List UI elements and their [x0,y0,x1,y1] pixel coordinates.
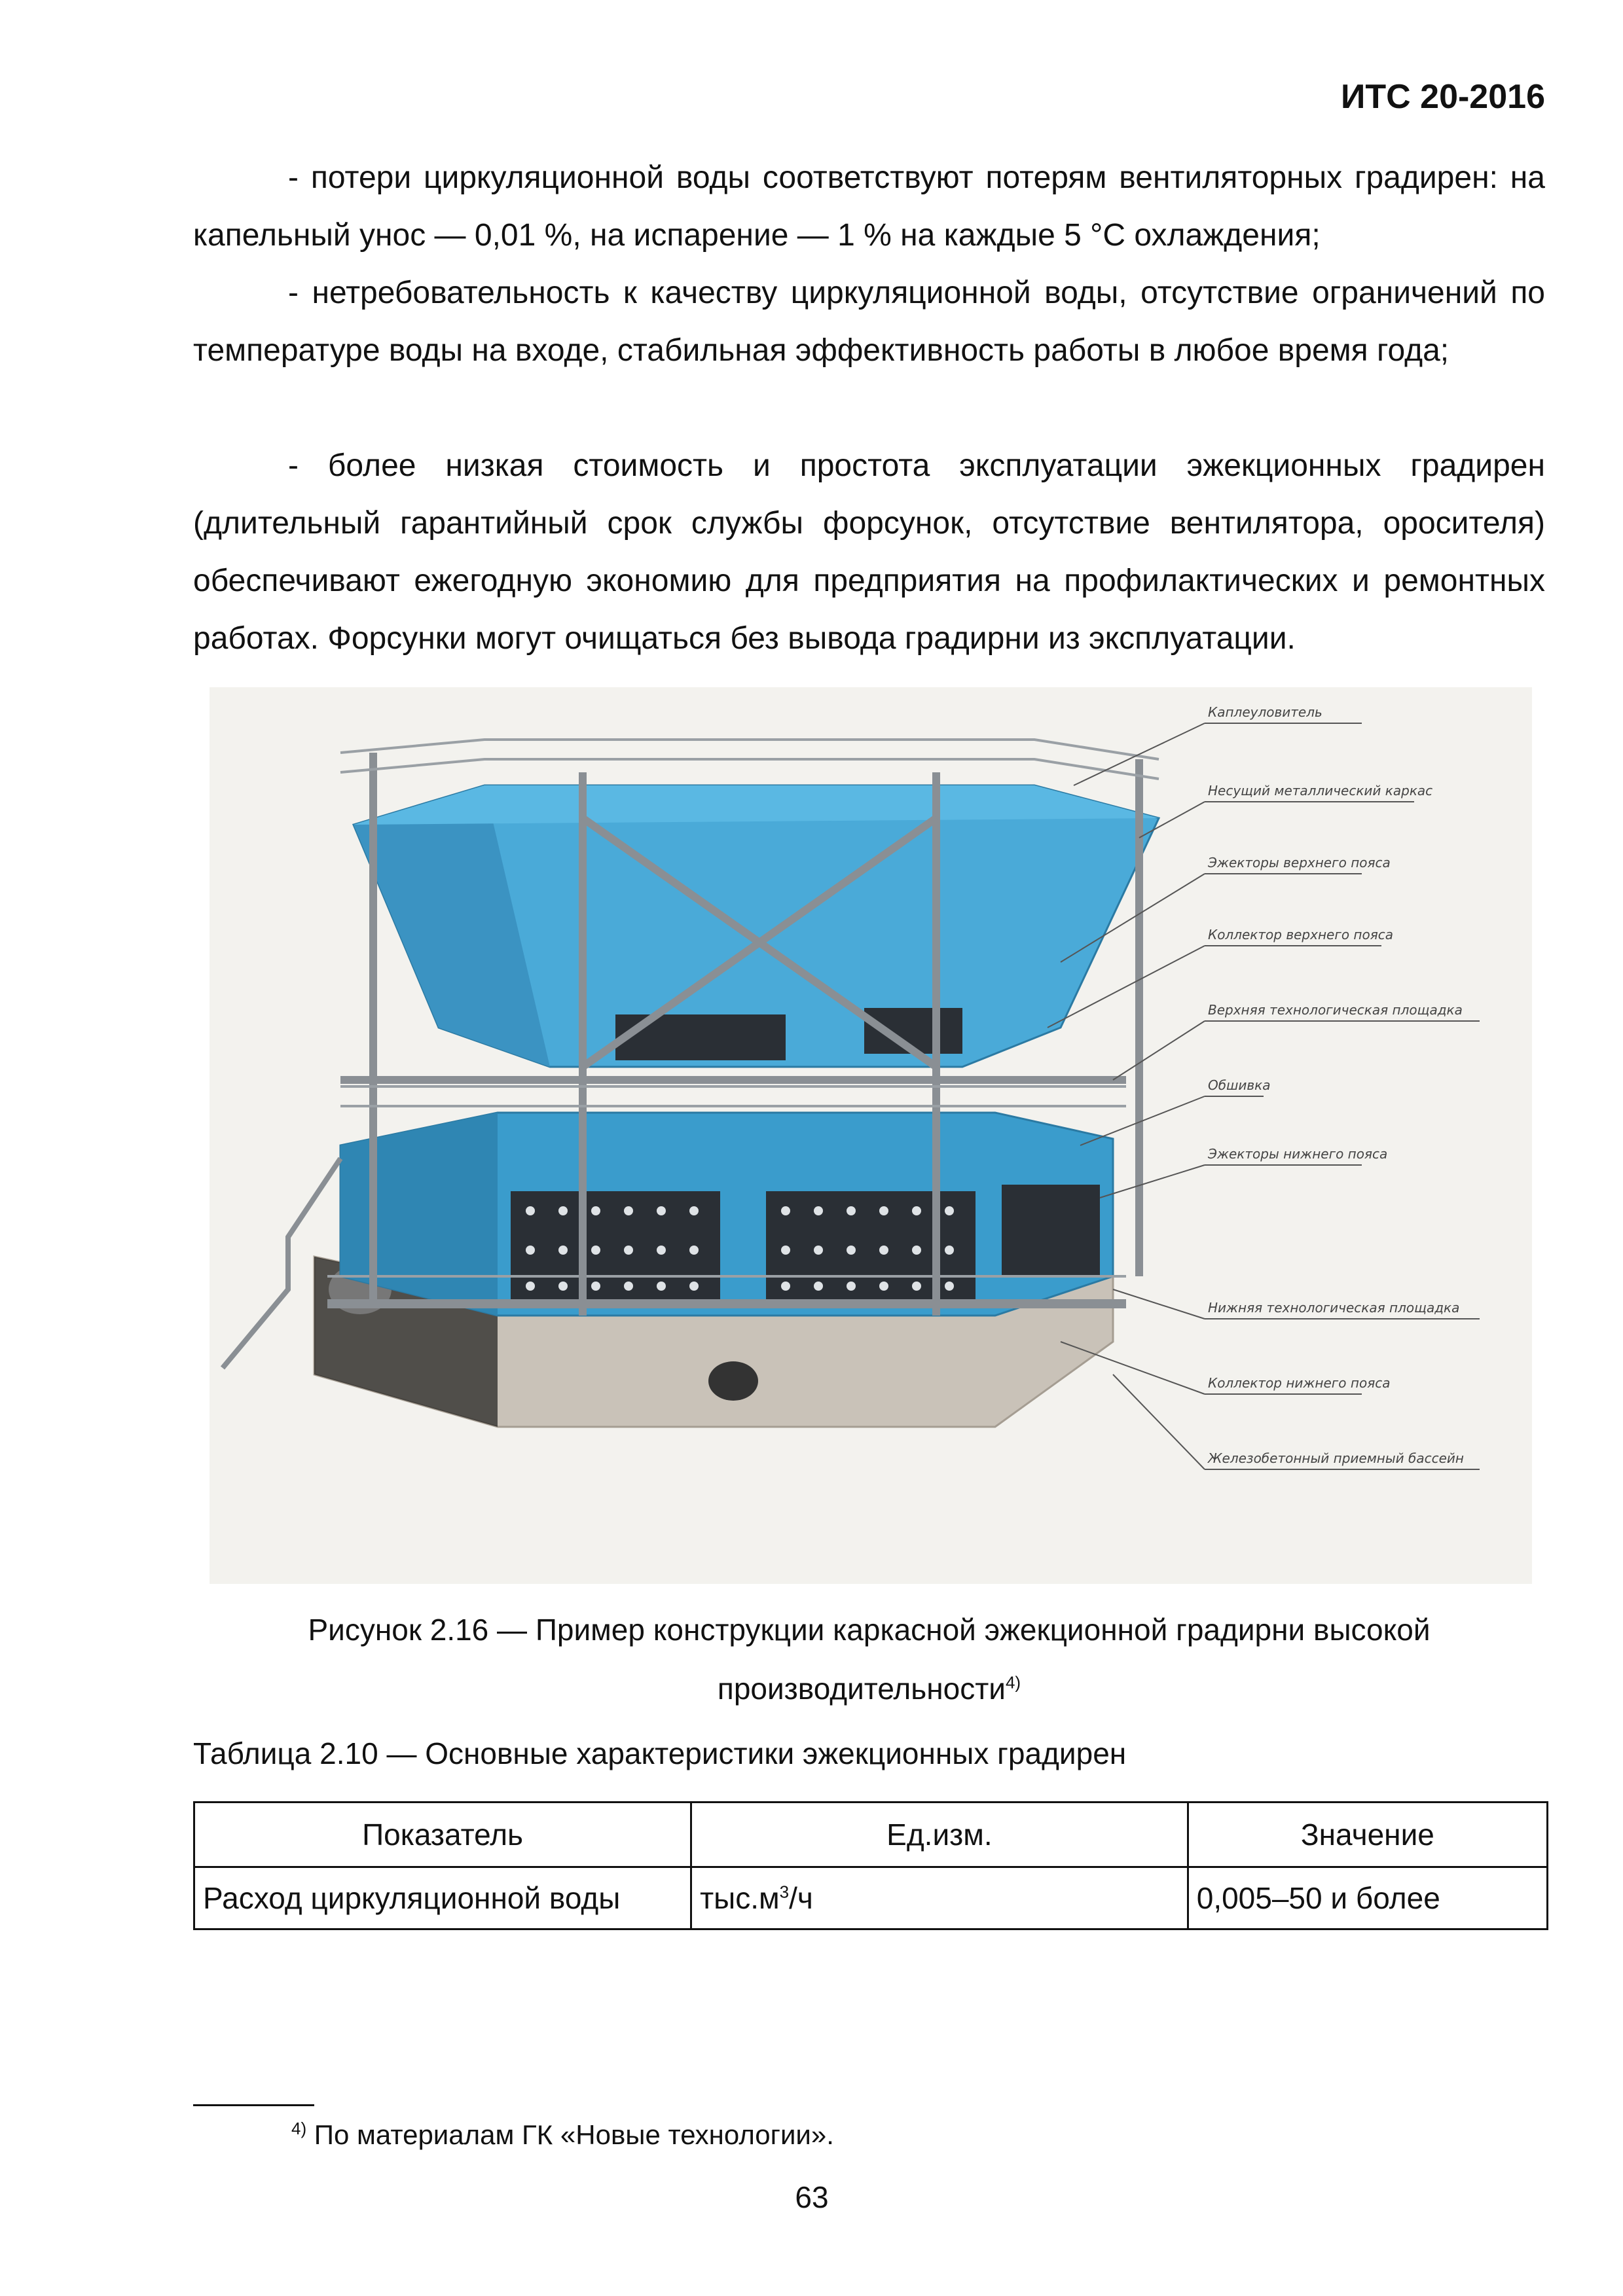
footnote-text: По материалам ГК «Новые технологии». [306,2119,834,2150]
callout-label: Коллектор нижнего пояса [1208,1375,1391,1391]
caption-line2: производительности [717,1672,1006,1706]
footnote-mark: 4) [291,2119,307,2138]
table-cell-unit [691,1867,1188,1929]
callout-label: Обшивка [1208,1077,1271,1093]
cooling-tower-figure [210,687,1532,1584]
table-cell-value: 0,005–50 и более [1188,1867,1547,1929]
table-header-cell: Значение [1188,1803,1547,1867]
characteristics-table [193,1801,1548,1930]
page-number: 63 [795,2180,829,2214]
table-row [194,1867,1548,1929]
callout-label: Нижняя технологическая площадка [1208,1300,1460,1316]
callout-label: Железобетонный приемный бассейн [1208,1450,1464,1466]
callout-label: Верхняя технологическая площадка [1208,1002,1463,1018]
unit-superscript: 3 [779,1882,790,1902]
paragraph-cost [193,437,1545,668]
document-code: ИТС 20-2016 [1341,78,1545,116]
callout-label: Эжекторы верхнего пояса [1208,855,1391,870]
table-header-cell: Ед.изм. [691,1803,1188,1867]
table-header-cell: Показатель [194,1803,691,1867]
paragraph-water-quality [193,264,1545,380]
paragraph-text: - более низкая стоимость и простота эксплуатации эжекционных градирен (длительный гарантийный срок службы форсунок, отсутствие вентилятора, оросителя) обеспечивают ежегодную экономию для предприятия на профилактических и ремонтных работах. Форсунки могут очищаться без вывода градирни из эксплуатации. [193,448,1545,656]
paragraph-text: - нетребовательность к качеству циркуляционной воды, отсутствие ограничений по температуре воды на входе, стабильная эффективность работы в любое время года; [193,276,1545,368]
footnote [291,2119,834,2151]
table-title: Таблица 2.10 — Основные характеристики эжекционных градирен [193,1736,1127,1770]
unit-tail: /ч [789,1881,813,1915]
table-cell-indicator: Расход циркуляционной воды [194,1867,691,1929]
callout-label: Коллектор верхнего пояса [1208,927,1394,942]
unit-main: тыс.м [700,1881,780,1915]
cooling-tower-illustration [210,687,1532,1584]
table-header-row [194,1803,1548,1867]
callout-label: Эжекторы нижнего пояса [1208,1146,1388,1162]
callout-label: Несущий металлический каркас [1208,783,1433,798]
paragraph-water-losses [193,149,1545,264]
caption-line1: Рисунок 2.16 — Пример конструкции каркасной эжекционной градирни высокой [308,1613,1431,1647]
paragraph-text: - потери циркуляционной воды соответствуют потерям вентиляторных градирен: на капельный унос — 0,01 %, на испарение — 1 % на каждые 5 °С охлаждения; [193,160,1545,253]
footnote-ref: 4) [1005,1672,1021,1693]
callout-label: Каплеуловитель [1208,704,1322,720]
figure-caption [193,1600,1545,1718]
footnote-separator [193,2104,314,2106]
